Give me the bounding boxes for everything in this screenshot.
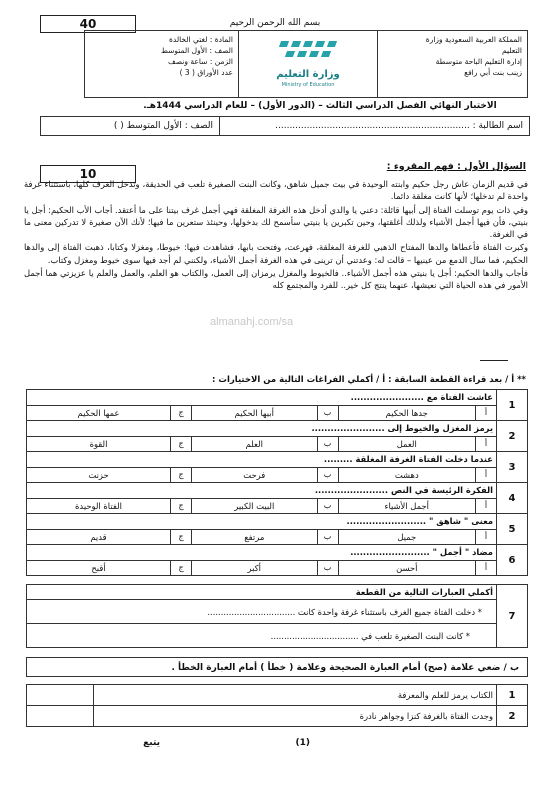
option-letter: أ xyxy=(476,529,497,545)
q7-item[interactable]: * كانت البنت الصغيرة تلعب في ................................. xyxy=(27,624,497,648)
question-number: 5 xyxy=(497,514,528,545)
header-line: عدد الأوراق ( 3 ) xyxy=(179,68,233,77)
answer-option[interactable]: البيت الكبير xyxy=(192,498,317,514)
divider xyxy=(480,360,508,361)
option-letter: ج xyxy=(171,529,192,545)
header-school-info xyxy=(377,31,527,97)
answer-option[interactable]: أجمل الأشياء xyxy=(338,498,475,514)
mcq-table xyxy=(26,389,528,576)
q7-item[interactable]: * دخلت الفتاة جميع الغرف باستثناء غرفة واحدة كانت ................................. xyxy=(27,600,497,624)
answer-option[interactable]: جميل xyxy=(338,529,475,545)
question-number: 2 xyxy=(497,421,528,452)
logo-text-en: Ministry of Education xyxy=(281,82,335,88)
question-number: 7 xyxy=(497,585,528,648)
watermark: almanahj.com/sa xyxy=(210,316,294,328)
passage-paragraph: وفي ذات يوم توسلت الفتاة إلى أبيها قائلة: دعني يا والدي أدخل هذه الغرفة المغلقة فهي أجمل غرف بيتنا على ما أعتقد. أجاب الأب الحكيم: أجل يا بنيتي، فأن فيها أجمل الأشياء ولذلك أغلقتها، وحين تكبرين يا بنيتي سأسمح لك بدخولها، وحينئذ ستعرين ما فيها؛ لأنك الآن صغيرة لا تدركين معنى ما في الغرفة. xyxy=(24,204,528,240)
header-line: الصف : الأول المتوسط xyxy=(161,46,233,55)
logo-text: وزارة التعليم xyxy=(276,69,340,80)
option-letter: ج xyxy=(171,498,192,514)
answer-option[interactable]: القوة xyxy=(27,436,171,452)
table-row xyxy=(27,483,528,499)
table-row xyxy=(27,560,528,576)
option-letter: ج xyxy=(171,436,192,452)
option-letter: ب xyxy=(317,436,338,452)
option-letter: أ xyxy=(476,467,497,483)
header-line: إدارة التعليم الباحة متوسطة xyxy=(435,57,522,66)
question-number: 1 xyxy=(497,685,528,706)
answer-option[interactable]: العمل xyxy=(338,436,475,452)
tf-table xyxy=(26,684,528,727)
table-row xyxy=(27,545,528,561)
table-row xyxy=(27,436,528,452)
question-stem: عندما دخلت الفتاة الغرفة المغلقة ......... xyxy=(27,452,497,468)
option-letter: ب xyxy=(317,529,338,545)
question-stem: الفكرة الرئيسة في النص ....................... xyxy=(27,483,497,499)
option-letter: أ xyxy=(476,498,497,514)
table-row xyxy=(27,405,528,421)
passage-paragraph: وكبرت الفتاة فأعطاها والدها المفتاح الذهبي للغرفة المغلقة، فهرعت، وفتحت بابها، فشاهدت فيها: خيوطا، ومغزلا وكتابا، ذهبت الفتاة إلى والدها الحكيم، فما سال الدمع من عينيها – قالت له: وعدتني أن ترينى في هذه الغرفة أجمل الأشياء، ولكنني لم أجد فيها سوى خيوط ومغزل وكتاب. xyxy=(24,242,528,265)
header-line: التعليم xyxy=(502,46,522,55)
answer-option[interactable]: أبيها الحكيم xyxy=(192,405,317,421)
table-row xyxy=(27,390,528,406)
question-stem: يرمز المغزل والخيوط إلى ....................... xyxy=(27,421,497,437)
option-letter: ج xyxy=(171,467,192,483)
question-number: 4 xyxy=(497,483,528,514)
header-line: الزمن : ساعة ونصف xyxy=(168,57,233,66)
table-row xyxy=(27,706,528,727)
question-number: 2 xyxy=(497,706,528,727)
table-row xyxy=(27,421,528,437)
option-letter: ب xyxy=(317,498,338,514)
table-row xyxy=(27,685,528,706)
table-row xyxy=(27,529,528,545)
option-letter: ب xyxy=(317,467,338,483)
answer-cell[interactable] xyxy=(27,706,94,727)
question-number: 6 xyxy=(497,545,528,576)
answer-cell[interactable] xyxy=(27,685,94,706)
grade-field[interactable]: الصف : الأول المتوسط ( ) xyxy=(113,121,213,131)
q7-table xyxy=(26,584,528,648)
student-info-row xyxy=(40,116,530,136)
continue-label: يتبع xyxy=(143,738,160,748)
student-name-label: اسم الطالبة : xyxy=(472,121,523,131)
tf-statement: وجدت الفتاة بالغرفة كنزا وجواهر نادرة xyxy=(94,706,497,727)
student-name-field[interactable]: اسم الطالبة : .................................................................... xyxy=(219,117,529,135)
option-letter: أ xyxy=(476,560,497,576)
answer-option[interactable]: فرحت xyxy=(192,467,317,483)
header-line: المادة : لغتي الخالدة xyxy=(168,35,233,44)
section1-title: السؤال الأول : فهم المقروء : xyxy=(386,161,526,172)
ministry-logo xyxy=(238,31,377,97)
question-number: 1 xyxy=(497,390,528,421)
option-letter: ج xyxy=(171,560,192,576)
answer-option[interactable]: حزنت xyxy=(27,467,171,483)
answer-option[interactable]: دهشت xyxy=(338,467,475,483)
answer-option[interactable]: جدها الحكيم xyxy=(338,405,475,421)
option-letter: أ xyxy=(476,436,497,452)
tf-statement: الكتاب يرمز للعلم والمعرفة xyxy=(94,685,497,706)
answer-option[interactable]: عمها الحكيم xyxy=(27,405,171,421)
answer-option[interactable]: مرتفع xyxy=(192,529,317,545)
ministry-logo-icon xyxy=(276,39,340,67)
reading-passage xyxy=(24,178,528,293)
answer-option[interactable]: قديم xyxy=(27,529,171,545)
table-row xyxy=(27,498,528,514)
header-subject-info xyxy=(85,31,239,97)
passage-paragraph: في قديم الزمان عاش رجل حكيم وابنته الوحيدة في بيت جميل شاهق، وكانت البنت الصغيرة تلعب في الحديقة، وتدخل الغرف كلها، باستثناء غرفة واحدة لم تدخلها؛ لأنها كانت مغلقة دائما. xyxy=(24,179,528,202)
option-letter: أ xyxy=(476,405,497,421)
answer-option[interactable]: العلم xyxy=(192,436,317,452)
section2-title: ** أ / بعد قراءة القطعة السابقة : أ / أكملي الفراغات التالية من الاختيارات : xyxy=(212,375,526,385)
exam-header xyxy=(84,30,528,98)
section1-score: 10 xyxy=(79,167,97,181)
table-row xyxy=(27,514,528,530)
answer-option[interactable]: أقبح xyxy=(27,560,171,576)
table-row xyxy=(27,467,528,483)
basmala: بسم الله الرحمن الرحيم xyxy=(229,18,321,28)
question-stem: عاشت الفتاة مع ....................... xyxy=(27,390,497,406)
option-letter: ب xyxy=(317,405,338,421)
table-row xyxy=(27,452,528,468)
answer-option[interactable]: الفتاة الوحيدة xyxy=(27,498,171,514)
total-score: 40 xyxy=(79,17,97,31)
exam-title: الاختبار النهائي الفصل الدراسي الثالث – (الدور الأول) – للعام الدراسي 1444هـ. xyxy=(143,101,497,111)
question-number: 3 xyxy=(497,452,528,483)
header-line: المملكة العربية السعودية وزارة xyxy=(425,35,522,44)
page-number: (1) xyxy=(295,738,310,748)
question-stem: معنى " شاهق " ......................... xyxy=(27,514,497,530)
partb-title: ب / ضعي علامة (صح) أمام العبارة الصحيحة وعلامة ( خطأ ) أمام العبارة الخطأ . xyxy=(26,657,528,677)
header-line: زينب بنت أبي رافع xyxy=(464,68,522,77)
option-letter: ج xyxy=(171,405,192,421)
q7-title: أكملي العبارات التالية من القطعة xyxy=(27,585,497,600)
question-stem: مضاد " أجمل " ......................... xyxy=(27,545,497,561)
passage-paragraph: فأجاب والدها الحكيم: أجل يا بنيتي هذه أجمل الأشياء.. فالخيوط والمغزل يرمزان إلى العمل، والكتاب هو العلم، والعمل والعلم يا عزيزتي هما أجمل الأمور في هذه الحياة التي نعيشها، عنهما ينتج كل خير.. للفرد والمجتمع كله xyxy=(24,268,528,291)
answer-option[interactable]: أكبر xyxy=(192,560,317,576)
answer-option[interactable]: أحسن xyxy=(338,560,475,576)
option-letter: ب xyxy=(317,560,338,576)
